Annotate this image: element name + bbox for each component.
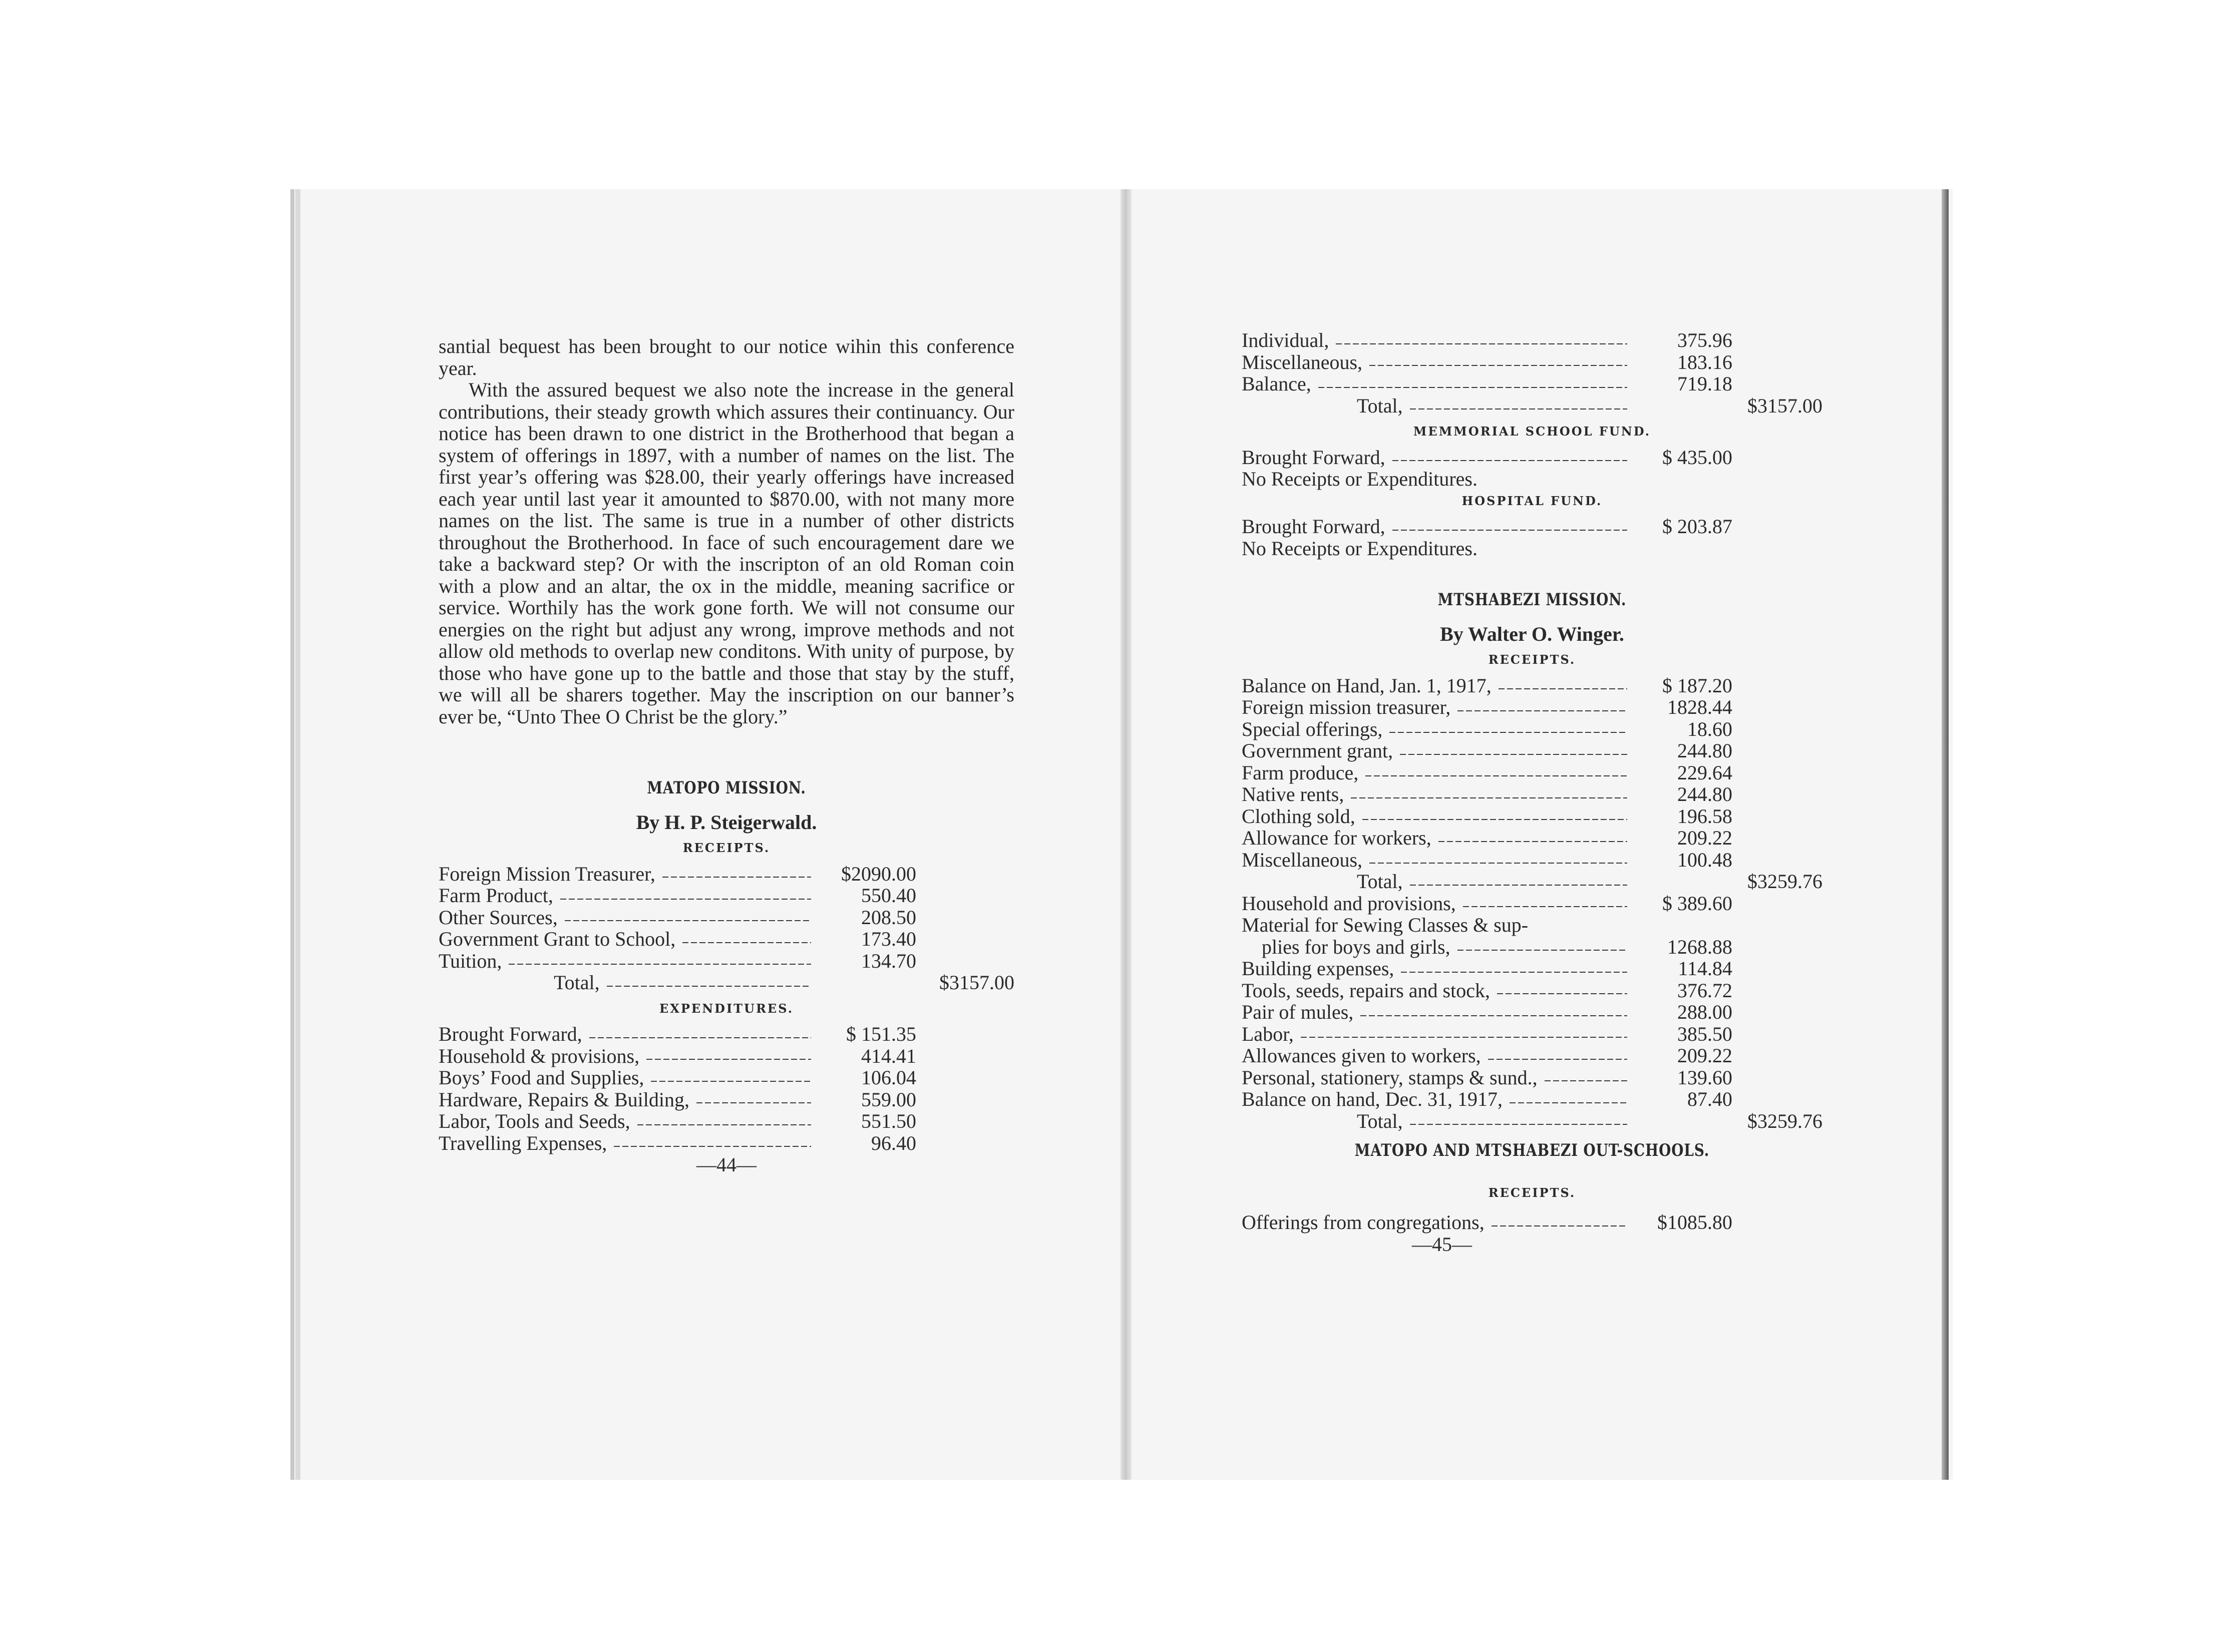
ledger-row: Hardware, Repairs & Building, 559.00 <box>439 1088 916 1111</box>
outschools-heading: MATOPO AND MTSHABEZI OUT-SCHOOLS. <box>1354 1140 1710 1160</box>
ledger-row: Brought Forward, $ 203.87 <box>1242 515 1732 538</box>
mtshabezi-receipts-list <box>1242 675 1822 893</box>
ledger-row: Brought Forward, $ 435.00 <box>1242 446 1732 469</box>
ledger-row: Allowance for workers, 209.22 <box>1242 827 1732 849</box>
ledger-row: Balance on Hand, Jan. 1, 1917, $ 187.20 <box>1242 674 1732 697</box>
right-page-edge <box>1942 189 1949 1480</box>
mtshabezi-receipts-heading: RECEIPTS. <box>1488 652 1576 667</box>
ledger-row: Clothing sold, 196.58 <box>1242 804 1732 828</box>
matopo-receipts-heading: RECEIPTS. <box>682 841 771 855</box>
mtshabezi-expenditures-list <box>1242 893 1822 1132</box>
ledger-total-row: Total, $3259.76 <box>1357 870 1822 893</box>
ledger-row: Foreign Mission Treasurer, $2090.00 <box>439 862 916 885</box>
ledger-row-continued: Material for Sewing Classes & sup- <box>1242 914 1529 936</box>
hospital-note: No Receipts or Expenditures. <box>1242 537 1477 560</box>
ledger-row: Household and provisions, $ 389.60 <box>1242 892 1732 915</box>
ledger-row: Labor, 385.50 <box>1242 1022 1732 1045</box>
page-number-45: —45— <box>1412 1232 1472 1256</box>
ledger-row: Labor, Tools and Seeds, 551.50 <box>439 1110 916 1132</box>
ledger-row: Farm Product, 550.40 <box>439 884 916 907</box>
memorial-note: No Receipts or Expenditures. <box>1242 468 1477 490</box>
matopo-expenditures-heading: EXPENDITURES. <box>659 1001 794 1016</box>
paragraph-continued: santial bequest has been brought to our notice wihin this conference year. <box>439 335 1014 379</box>
ledger-row: Household & provisions, 414.41 <box>439 1044 916 1067</box>
ledger-total-row: Total, $3157.00 <box>1357 394 1822 417</box>
hospital-fund-heading: HOSPITAL FUND. <box>1461 493 1603 508</box>
ledger-total-row: Total, $3259.76 <box>1357 1109 1822 1132</box>
ledger-total-row: Total, $3157.00 <box>554 971 1014 994</box>
ledger-row: Government grant, 244.80 <box>1242 739 1732 762</box>
outschools-receipts-heading: RECEIPTS. <box>1488 1185 1576 1200</box>
left-page-text <box>439 335 1014 1176</box>
ledger-row: Other Sources, 208.50 <box>439 906 916 929</box>
matopo-receipts-list <box>439 863 1014 994</box>
ledger-row: Offerings from congregations, $1085.80 <box>1242 1211 1732 1233</box>
ledger-row: Building expenses, 114.84 <box>1242 957 1732 980</box>
ledger-row: Travelling Expenses, 96.40 <box>439 1131 916 1154</box>
matopo-expenditures-list <box>439 1023 1014 1154</box>
ledger-row: Boys’ Food and Supplies, 106.04 <box>439 1066 916 1089</box>
carryover-list <box>1242 329 1822 417</box>
ledger-row: Native rents, 244.80 <box>1242 783 1732 805</box>
ledger-row: Brought Forward, $ 151.35 <box>439 1023 916 1045</box>
paragraph-bequest: With the assured bequest we also note the increase in the general contributions, their steady growth which assures their continuancy. Our notice has been drawn to one district in the Brotherhood that began a system of offerings in 1897, with a number of names on the list. The first year’s offering was $28.00, their yearly offerings have increased each year until last year it amounted to $870.00, with not many more names on the list. The same is true in a number of other districts throughout the Brotherhood. In face of such encouragement dare we take a backward step? Or with the inscripton of an old Roman coin with a plow and an altar, the ox in the middle, meaning sacrifice or service. Worthily has the work gone forth. We will not consume our energies on the right but adjust any wrong, improve methods and not allow old methods to overlap new conditons. With unity of purpose, by those who have gone up to the battle and those that stay by the stuff, we will all be sharers together. May the inscription on our banner’s ever be, “Unto Thee O Christ be the glory.” <box>439 378 1014 728</box>
ledger-row: Miscellaneous, 183.16 <box>1242 350 1732 373</box>
ledger-row: Miscellaneous, 100.48 <box>1242 848 1732 871</box>
ledger-row: Balance, 719.18 <box>1242 372 1732 395</box>
ledger-row: Tuition, 134.70 <box>439 949 916 972</box>
ledger-row: Individual, 375.96 <box>1242 329 1732 351</box>
memorial-fund-heading: MEMMORIAL SCHOOL FUND. <box>1413 424 1651 439</box>
ledger-row: Personal, stationery, stamps & sund., 139.60 <box>1242 1066 1732 1089</box>
matopo-byline: By H. P. Steigerwald. <box>636 810 817 834</box>
ledger-row: Farm produce, 229.64 <box>1242 761 1732 784</box>
ledger-row: Allowances given to workers, 209.22 <box>1242 1044 1732 1067</box>
ledger-row: Government Grant to School, 173.40 <box>439 928 916 950</box>
mtshabezi-mission-heading: MTSHABEZI MISSION. <box>1437 590 1627 610</box>
mtshabezi-byline: By Walter O. Winger. <box>1440 622 1624 645</box>
ledger-row: Balance on hand, Dec. 31, 1917, 87.40 <box>1242 1088 1732 1110</box>
matopo-mission-heading: MATOPO MISSION. <box>647 778 806 798</box>
page-number-44: —44— <box>696 1153 757 1176</box>
left-page-edge <box>290 189 294 1480</box>
ledger-row: Pair of mules, 288.00 <box>1242 1001 1732 1023</box>
ledger-row: Foreign mission treasurer, 1828.44 <box>1242 696 1732 718</box>
right-page-text <box>1242 329 1822 1255</box>
ledger-row: Special offerings, 18.60 <box>1242 717 1732 740</box>
ledger-row: plies for boys and girls, 1268.88 <box>1262 935 1732 958</box>
book-gutter <box>1121 189 1132 1480</box>
ledger-row: Tools, seeds, repairs and stock, 376.72 <box>1242 979 1732 1002</box>
